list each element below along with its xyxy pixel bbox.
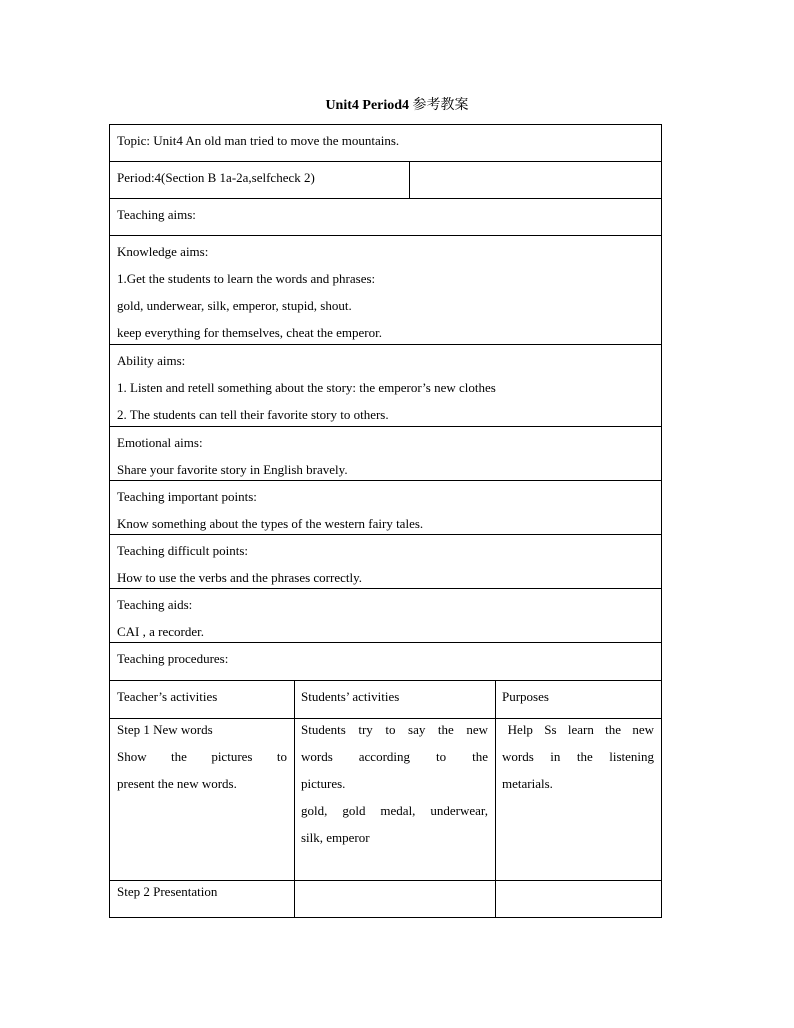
knowledge-aims-row — [109, 235, 662, 345]
teaching-aims-row — [109, 198, 662, 236]
header-students: Students’ activities — [301, 689, 400, 704]
step1-students-line-4: gold, gold medal, underwear, — [301, 803, 488, 818]
ability-aims-row — [109, 344, 662, 427]
title-main: Unit4 Period4 — [325, 98, 413, 113]
title-cjk: 参考教案 — [412, 97, 469, 113]
step2-divider-2 — [495, 881, 496, 917]
emotional-heading: Emotional aims: — [117, 435, 203, 450]
step1-students-line-1: Students try to say the new — [301, 722, 488, 737]
knowledge-line-3: keep everything for themselves, cheat the emperor. — [117, 325, 382, 340]
step1-row — [109, 718, 662, 881]
proc-header-row — [109, 680, 662, 719]
topic-text: Topic: Unit4 An old man tried to move the mountains. — [117, 133, 400, 148]
step2-teacher: Step 2 Presentation — [117, 884, 218, 899]
header-divider-2 — [495, 681, 496, 718]
step1-purposes-cell — [502, 716, 654, 797]
step1-students-cell — [301, 716, 488, 851]
important-heading: Teaching important points: — [117, 489, 257, 504]
step1-students-line-2: words according to the — [301, 749, 488, 764]
step1-purposes-line-1: Help Ss learn the new — [502, 722, 654, 737]
emotional-line-1: Share your favorite story in English bravely. — [117, 462, 348, 477]
header-divider-1 — [294, 681, 295, 718]
step1-purposes-line-2: words in the listening — [502, 749, 654, 764]
step1-divider-2 — [495, 719, 496, 880]
document-title — [0, 94, 794, 114]
procedures-heading: Teaching procedures: — [117, 651, 229, 666]
teaching-aims-heading: Teaching aims: — [117, 207, 196, 222]
period-divider — [409, 162, 410, 198]
topic-row — [109, 124, 662, 162]
step2-divider-1 — [294, 881, 295, 917]
step1-teacher-cell — [117, 716, 287, 797]
knowledge-line-2: gold, underwear, silk, emperor, stupid, shout. — [117, 298, 352, 313]
difficult-points-row — [109, 534, 662, 589]
step1-purposes-line-3: metarials. — [502, 776, 553, 791]
procedures-row — [109, 642, 662, 681]
step2-row — [109, 880, 662, 918]
difficult-line-1: How to use the verbs and the phrases correctly. — [117, 570, 362, 585]
step1-teacher-line-3: present the new words. — [117, 776, 237, 791]
step1-students-line-5: silk, emperor — [301, 830, 370, 845]
period-text: Period:4(Section B 1a-2a,selfcheck 2) — [117, 170, 315, 185]
step1-teacher-line-2: Show the pictures to — [117, 749, 287, 764]
difficult-heading: Teaching difficult points: — [117, 543, 248, 558]
step1-students-line-3: pictures. — [301, 776, 346, 791]
ability-line-2: 2. The students can tell their favorite story to others. — [117, 407, 389, 422]
step1-teacher-line-1: Step 1 New words — [117, 722, 213, 737]
important-line-1: Know something about the types of the western fairy tales. — [117, 516, 424, 531]
emotional-aims-row — [109, 426, 662, 481]
header-purposes: Purposes — [502, 689, 549, 704]
ability-heading: Ability aims: — [117, 353, 186, 368]
knowledge-heading: Knowledge aims: — [117, 244, 209, 259]
knowledge-line-1: 1.Get the students to learn the words and phrases: — [117, 271, 376, 286]
teaching-aids-row — [109, 588, 662, 643]
header-teacher: Teacher’s activities — [117, 689, 218, 704]
aids-line-1: CAI , a recorder. — [117, 624, 204, 639]
aids-heading: Teaching aids: — [117, 597, 193, 612]
period-row — [109, 161, 662, 199]
important-points-row — [109, 480, 662, 535]
step1-divider-1 — [294, 719, 295, 880]
ability-line-1: 1. Listen and retell something about the story: the emperor’s new clothes — [117, 380, 496, 395]
